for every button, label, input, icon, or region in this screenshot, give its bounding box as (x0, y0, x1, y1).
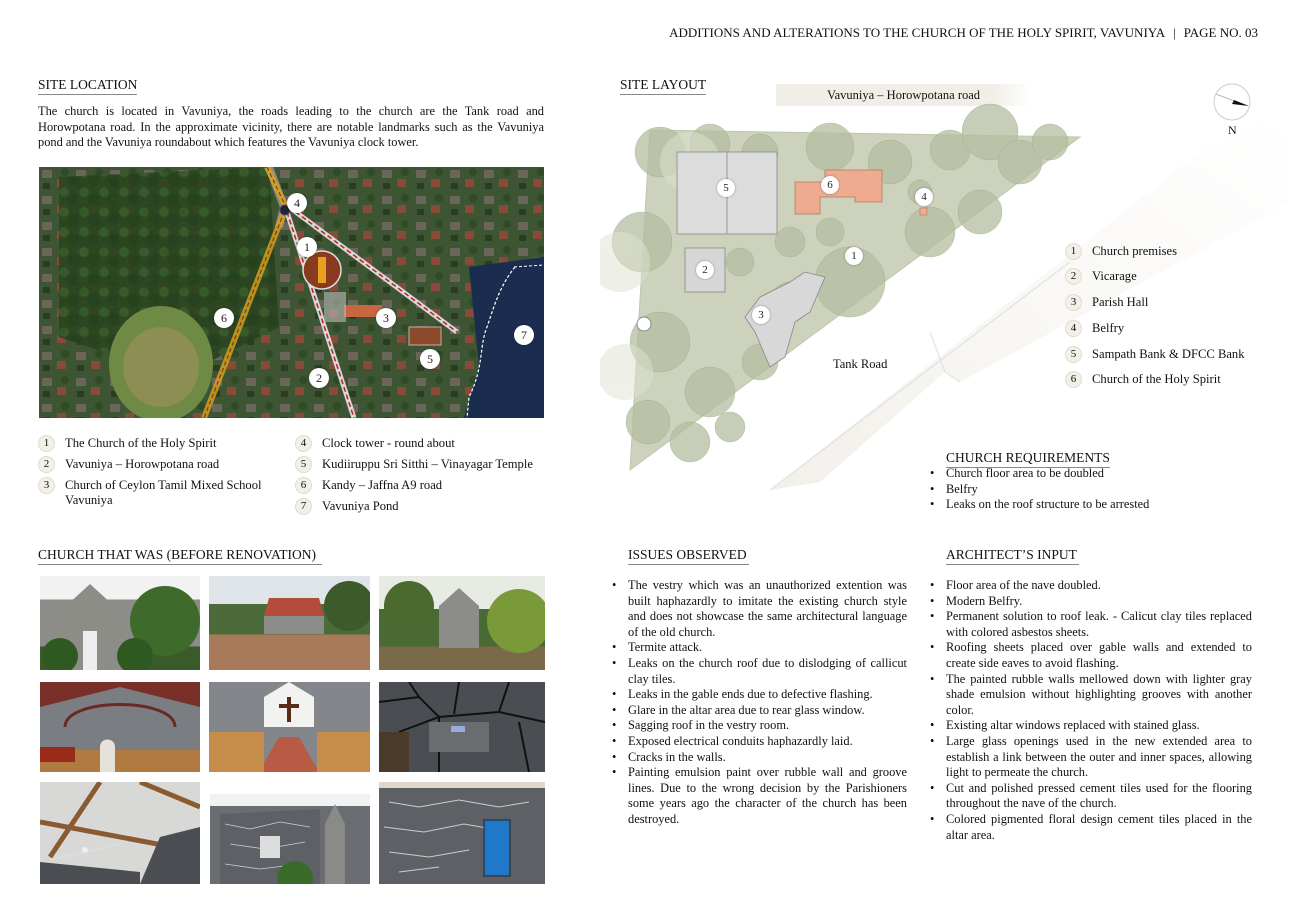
map-marker-1: 1 (297, 237, 317, 257)
issue-item: • Exposed electrical conduits haphazardly laid. (609, 734, 907, 750)
legend-item (38, 435, 288, 452)
legend-label: Church of Ceylon Tamil Mixed School Vavuniya (65, 478, 262, 507)
map-marker-6: 6 (214, 308, 234, 328)
photo-vestry-wall (379, 682, 545, 772)
legend-number: 3 (38, 477, 55, 494)
legend-item (295, 435, 555, 452)
map-marker-7: 7 (514, 325, 534, 345)
architect-input-item: • Roofing sheets placed over gable walls and extended to create side eaves to avoid flashing. (927, 640, 1252, 671)
satellite-map (39, 167, 544, 418)
issues-section (628, 546, 749, 565)
issue-item: • Termite attack. (609, 640, 907, 656)
legend-item (38, 456, 288, 473)
legend-label: Vavuniya Pond (322, 499, 399, 513)
issue-item: • Glare in the altar area due to rear glass window. (609, 703, 907, 719)
photo-interior-altar (209, 682, 370, 772)
map-marker-3: 3 (376, 308, 396, 328)
site-layout-legend (1065, 243, 1275, 392)
architect-input-item: • Cut and polished pressed cement tiles used for the flooring throughout the nave of the church. (927, 781, 1252, 812)
architect-input-list (927, 578, 1252, 843)
requirement-item: • Leaks on the roof structure to be arrested (927, 497, 1227, 513)
issue-item: • Cracks in the walls. (609, 750, 907, 766)
top-road-label: Vavuniya – Horowpotana road (826, 88, 981, 102)
photo-vestry-exterior (210, 794, 370, 884)
legend-item (295, 477, 555, 494)
before-renovation-title: CHURCH THAT WAS (BEFORE RENOVATION) (38, 547, 322, 565)
requirement-item: • Belfry (927, 482, 1227, 498)
site-location-legend-right (295, 435, 555, 519)
architect-input-item: • Permanent solution to roof leak. - Calicut clay tiles replaced with colored asbestos sheets. (927, 609, 1252, 640)
map-marker-5: 5 (420, 349, 440, 369)
legend-number: 1 (38, 435, 55, 452)
legend-label: Belfry (1092, 321, 1125, 335)
legend-number: 5 (1065, 346, 1082, 363)
plan-marker-6: 6 (821, 176, 839, 194)
issue-item: • Sagging roof in the vestry room. (609, 718, 907, 734)
site-layout-title: SITE LAYOUT (620, 77, 706, 95)
legend-label: Church of the Holy Spirit (1092, 372, 1221, 386)
architect-input-item: • Existing altar windows replaced with stained glass. (927, 718, 1252, 734)
site-location-legend-left (38, 435, 288, 512)
north-label: N (1228, 123, 1237, 137)
legend-item (1065, 346, 1275, 363)
legend-label: Clock tower - round about (322, 436, 455, 450)
photo-church-trees (379, 576, 545, 670)
page-header (669, 25, 1258, 41)
issue-item: • Leaks on the church roof due to dislodging of callicut clay tiles. (609, 656, 907, 687)
issues-title: ISSUES OBSERVED (628, 547, 749, 565)
requirements-title: CHURCH REQUIREMENTS (946, 450, 1110, 468)
legend-number: 1 (1065, 243, 1082, 260)
legend-number: 4 (295, 435, 312, 452)
legend-number: 6 (295, 477, 312, 494)
tank-road-label: Tank Road (833, 357, 888, 371)
photo-church-front (40, 576, 200, 670)
photo-vestry-roof (40, 782, 200, 884)
photo-church-side (209, 576, 370, 670)
site-location-section (38, 76, 137, 95)
plan-marker-3: 3 (752, 306, 770, 324)
header-separator: | (1173, 25, 1176, 40)
issue-item: • Painting emulsion paint over rubble wall and groove lines. Due to the wrong decision by the Parishioners some years ago the character of the church has been destroyed. (609, 765, 907, 827)
plan-marker-5: 5 (717, 179, 735, 197)
legend-label: The Church of the Holy Spirit (65, 436, 217, 450)
issues-list (609, 578, 907, 828)
legend-item (1065, 371, 1275, 388)
legend-item (1065, 294, 1275, 311)
before-renovation-section (38, 546, 322, 565)
architect-input-item: • Floor area of the nave doubled. (927, 578, 1252, 594)
architect-input-item: • Large glass openings used in the new extended area to establish a link between the outer and inner spaces, allowing light to permeate the church. (927, 734, 1252, 781)
site-location-description: The church is located in Vavuniya, the roads leading to the church are the Tank road and Horowpotana road. In the approximate vicinity, there are notable landmarks such as the Vavuniya pond and the Vavuniya roundabout which features the Vavuniya clock tower. (38, 104, 544, 150)
issue-item: • Leaks in the gable ends due to defective flashing. (609, 687, 907, 703)
legend-label: Parish Hall (1092, 295, 1149, 309)
architect-input-item: • Colored pigmented floral design cement tiles placed in the altar area. (927, 812, 1252, 843)
legend-label: Vavuniya – Horowpotana road (65, 457, 220, 471)
legend-label: Kudiiruppu Sri Sitthi – Vinayagar Temple (322, 457, 533, 471)
legend-number: 6 (1065, 371, 1082, 388)
architect-input-item: • Modern Belfry. (927, 594, 1252, 610)
legend-number: 2 (38, 456, 55, 473)
page-number: PAGE NO. 03 (1183, 25, 1258, 40)
legend-label: Church premises (1092, 244, 1177, 258)
legend-number: 7 (295, 498, 312, 515)
plan-marker-2: 2 (696, 261, 714, 279)
document-title: ADDITIONS AND ALTERATIONS TO THE CHURCH OF THE HOLY SPIRIT, VAVUNIYA (669, 25, 1166, 40)
legend-item (295, 456, 555, 473)
architect-input-title: ARCHITECT’S INPUT (946, 547, 1079, 565)
photo-interior-nave (40, 682, 200, 772)
map-marker-2: 2 (309, 368, 329, 388)
requirements-list (927, 466, 1227, 513)
issue-item: • The vestry which was an unauthorized extention was built haphazardly to imitate the existing church style and does not showcase the same architectural language of the old church. (609, 578, 907, 640)
map-marker-4: 4 (287, 193, 307, 213)
legend-label: Vicarage (1092, 269, 1137, 283)
plan-marker-4: 4 (915, 188, 933, 206)
architect-input-item: • The painted rubble walls mellowed down with lighter gray shade emulsion without highlighting grooves with another color. (927, 672, 1252, 719)
legend-item (38, 477, 288, 508)
legend-number: 3 (1065, 294, 1082, 311)
legend-number: 2 (1065, 268, 1082, 285)
legend-item (1065, 268, 1275, 285)
plan-marker-1: 1 (845, 247, 863, 265)
legend-item (1065, 320, 1275, 337)
legend-number: 5 (295, 456, 312, 473)
site-location-title: SITE LOCATION (38, 77, 137, 95)
requirement-item: • Church floor area to be doubled (927, 466, 1227, 482)
legend-number: 4 (1065, 320, 1082, 337)
legend-label: Kandy – Jaffna A9 road (322, 478, 443, 492)
photo-vestry-door (379, 782, 545, 884)
north-arrow-icon (1212, 82, 1252, 122)
legend-label: Sampath Bank & DFCC Bank (1092, 347, 1245, 361)
architect-input-section (946, 546, 1079, 565)
legend-item (295, 498, 555, 515)
legend-item (1065, 243, 1275, 260)
